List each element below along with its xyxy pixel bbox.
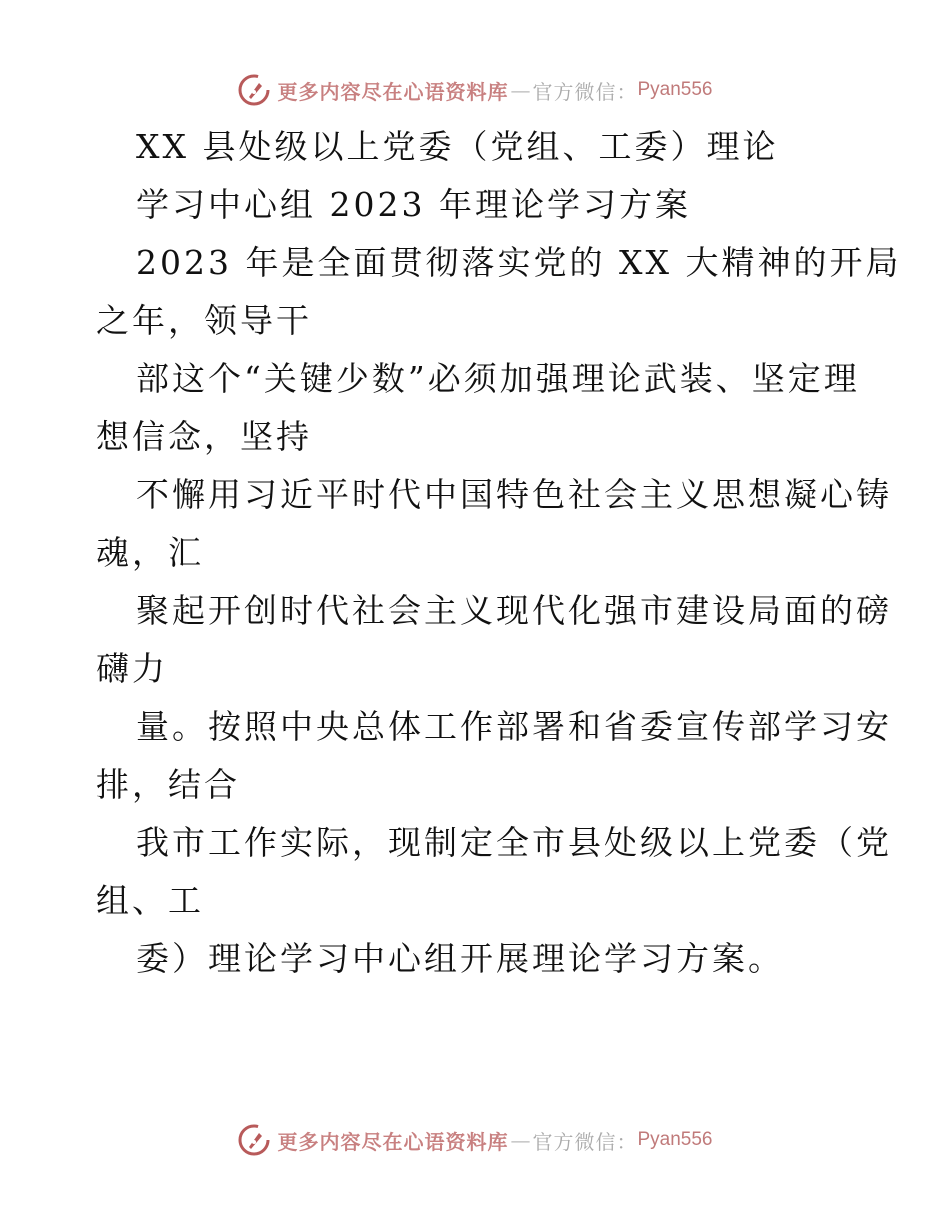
- watermark-separator: —: [510, 1128, 531, 1152]
- watermark-wechat-id: Pyan556: [637, 1129, 713, 1150]
- header-watermark: [0, 70, 950, 110]
- footer-watermark: [0, 1120, 950, 1160]
- body-line: 量。按照中央总体工作部署和省委宣传部学习安: [136, 707, 892, 746]
- pen-nib-circle-icon: [237, 1123, 271, 1157]
- watermark-wechat-id: Pyan556: [637, 79, 713, 100]
- body-line: 我市工作实际，现制定全市县处级以上党委（党: [136, 823, 892, 862]
- watermark-side-text: 官方微信：: [532, 79, 638, 104]
- body-line: 排，结合: [96, 765, 240, 804]
- body-line: 聚起开创时代社会主义现代化强市建设局面的磅: [136, 591, 892, 630]
- body-line: 魂，汇: [96, 533, 204, 572]
- body-line: 不懈用习近平时代中国特色社会主义思想凝心铸: [136, 475, 892, 514]
- watermark-main-text: 更多内容尽在心语资料库: [277, 79, 509, 104]
- body-line: 委）理论学习中心组开展理论学习方案。: [136, 939, 784, 978]
- pen-nib-circle-icon: [237, 73, 271, 107]
- watermark-separator: —: [510, 78, 531, 102]
- body-line: 组、工: [96, 881, 204, 920]
- body-line: 之年，领导干: [96, 301, 312, 340]
- body-line: 2023 年是全面贯彻落实党的 XX 大精神的开局: [136, 243, 902, 282]
- title-line-1: XX 县处级以上党委（党组、工委）理论: [136, 127, 779, 166]
- watermark-main-text: 更多内容尽在心语资料库: [277, 1129, 509, 1154]
- body-line: 礴力: [96, 649, 168, 688]
- document-body: [96, 118, 902, 988]
- body-line: 想信念，坚持: [96, 417, 312, 456]
- title-line-2: 学习中心组 2023 年理论学习方案: [136, 185, 691, 224]
- body-line: 部这个“关键少数”必须加强理论武装、坚定理: [136, 359, 860, 398]
- watermark-side-text: 官方微信：: [532, 1129, 638, 1154]
